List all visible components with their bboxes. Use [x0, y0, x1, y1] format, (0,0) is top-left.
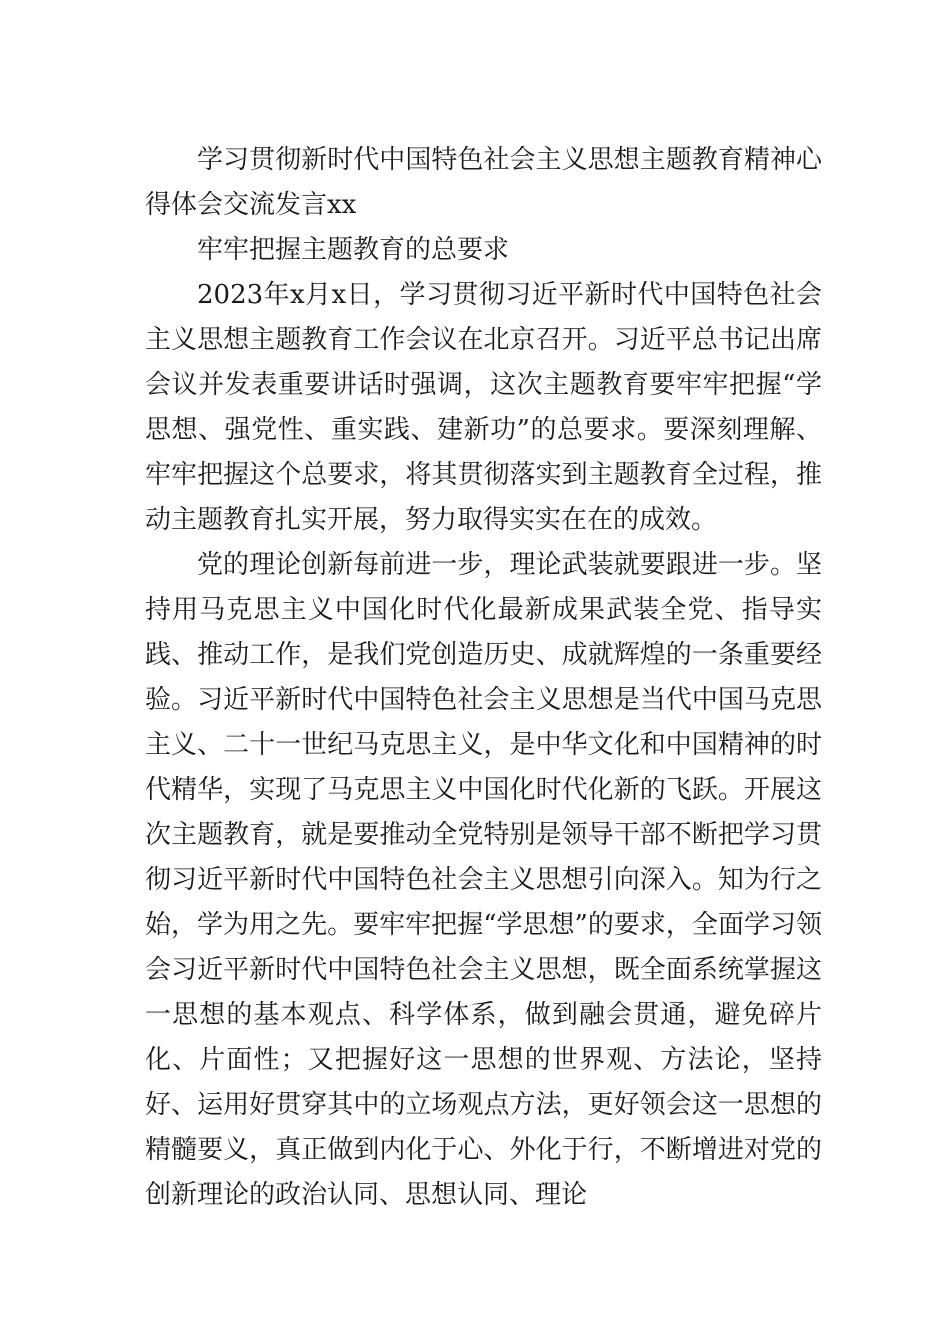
document-title: 学习贯彻新时代中国特色社会主义思想主题教育精神心得体会交流发言xx	[145, 145, 822, 220]
document-page	[145, 138, 822, 1218]
body-paragraph: 2023年x月x日，学习贯彻习近平新时代中国特色社会主义思想主题教育工作会议在北京召开。习近平总书记出席会议并发表重要讲话时强调，这次主题教育要牢牢把握“学思想、强党性、重实践、建新功”的总要求。要深刻理解、牢牢把握这个总要求，将其贯彻落实到主题教育全过程，推动主题教育扎实开展，努力取得实实在在的成效。	[145, 280, 822, 535]
body-paragraph: 党的理论创新每前进一步，理论武装就要跟进一步。坚持用马克思主义中国化时代化最新成果武装全党、指导实践、推动工作，是我们党创造历史、成就辉煌的一条重要经验。习近平新时代中国特色社会主义思想是当代中国马克思主义、二十一世纪马克思主义，是中华文化和中国精神的时代精华，实现了马克思主义中国化时代化新的飞跃。开展这次主题教育，就是要推动全党特别是领导干部不断把学习贯彻习近平新时代中国特色社会主义思想引向深入。知为行之始，学为用之先。要牢牢把握“学思想”的要求，全面学习领会习近平新时代中国特色社会主义思想，既全面系统掌握这一思想的基本观点、科学体系，做到融会贯通，避免碎片化、片面性；又把握好这一思想的世界观、方法论，坚持好、运用好贯穿其中的立场观点方法，更好领会这一思想的精髓要义，真正做到内化于心、外化于行，不断增进对党的创新理论的政治认同、思想认同、理论	[145, 550, 822, 1210]
document-subtitle: 牢牢把握主题教育的总要求	[197, 235, 510, 265]
